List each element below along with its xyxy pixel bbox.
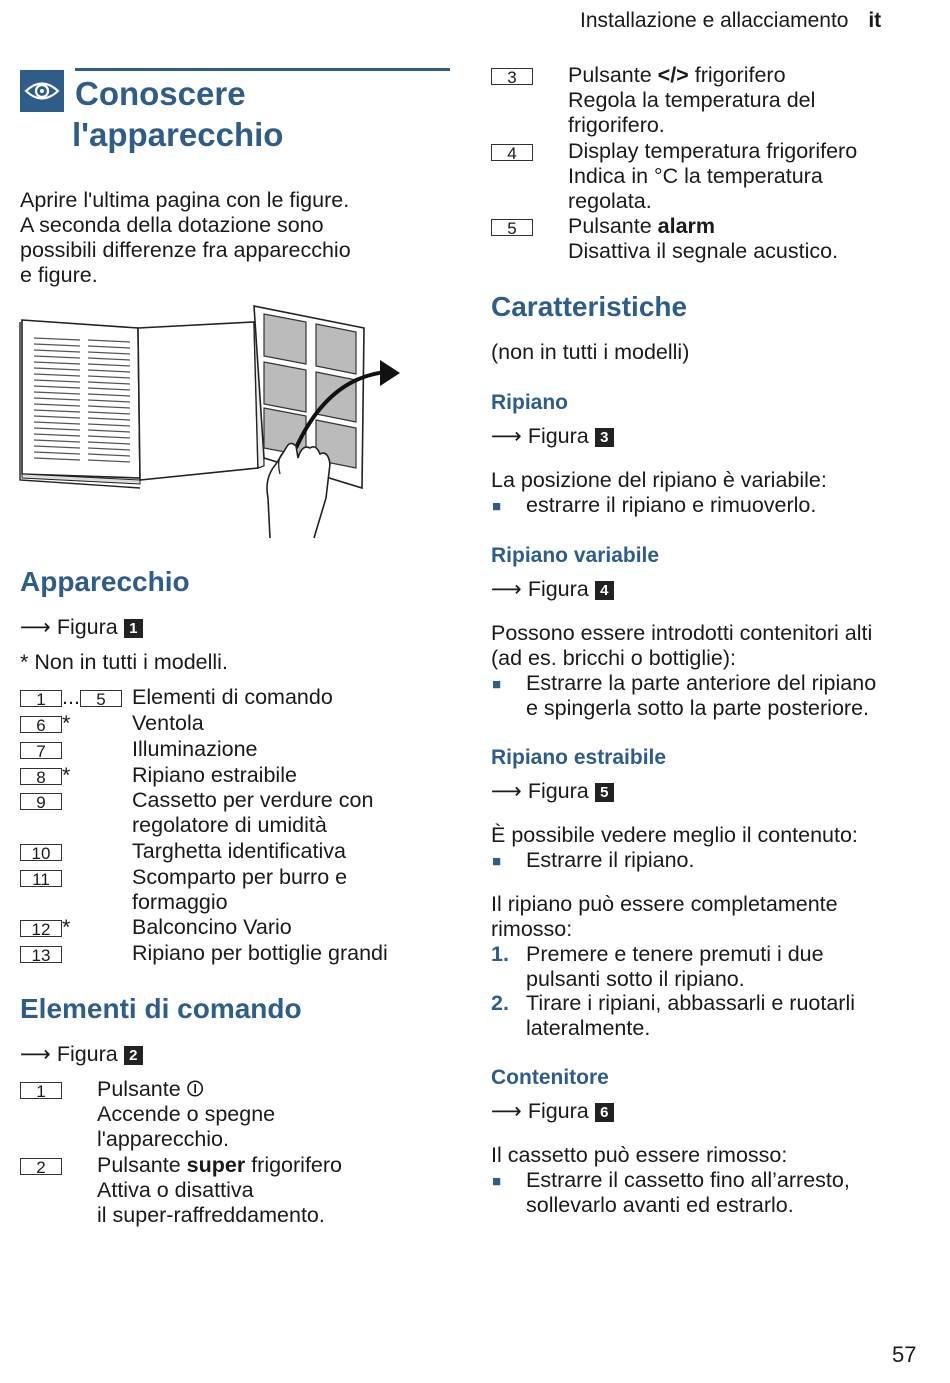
long-arrow-icon: ⟶ — [491, 779, 522, 803]
number-box: 8 — [20, 768, 62, 785]
number-box: 2 — [20, 1158, 62, 1175]
ripiano-variabile-text: Possono essere introdotti contenitori alti (ad es. bricchi o bottiglie): — [491, 621, 873, 670]
number-box: 12 — [20, 920, 62, 937]
step-number: 1. — [491, 942, 509, 966]
number-box: 11 — [20, 870, 62, 887]
number-box: 10 — [20, 844, 62, 861]
contenitore-figure-ref: ⟶ Figura 6 — [491, 1099, 614, 1124]
elementi-list-left — [20, 1077, 450, 1237]
long-arrow-icon: ⟶ — [491, 424, 522, 448]
list-item — [491, 139, 533, 164]
intro-text: Aprire l'ultima pagina con le figure. A seconda della dotazione sono possibili differenze fra apparecchio e figure. — [20, 188, 351, 287]
number-box: 4 — [491, 144, 533, 161]
list-item — [20, 1077, 62, 1102]
number-box: 13 — [20, 946, 62, 963]
list-item: 6 * — [20, 711, 70, 736]
bullet-square-icon: ■ — [492, 853, 502, 870]
figure-number-badge: 2 — [124, 1046, 143, 1065]
number-box: 6 — [20, 716, 62, 733]
book-illustration — [18, 298, 408, 543]
bullet-square-icon: ■ — [492, 498, 502, 515]
list-item-label: Ripiano estraibile — [132, 763, 297, 787]
section-elementi-title: Elementi di comando — [20, 993, 302, 1024]
list-item — [491, 214, 533, 239]
number-box: 7 — [20, 742, 62, 759]
figure-number-badge: 6 — [595, 1103, 614, 1122]
list-item-label: Pulsante ⏼ Accende o spegne l'apparecchio. — [97, 1077, 276, 1151]
list-item-label: Pulsante </> frigorifero Regola la temperatura del frigorifero. — [568, 63, 816, 137]
figure-number-badge: 4 — [595, 581, 614, 600]
elementi-list-right — [491, 63, 931, 273]
bullet-square-icon: ■ — [492, 1173, 502, 1190]
section-apparecchio-title: Apparecchio — [20, 566, 190, 597]
list-item-label: Ventola — [132, 711, 204, 735]
list-item-label: Cassetto per verdure con regolatore di umidità — [132, 788, 374, 837]
list-item-label: Elementi di comando — [132, 685, 333, 709]
figure-number-badge: 1 — [124, 619, 143, 638]
figure-number-badge: 3 — [595, 428, 614, 447]
ripiano-title: Ripiano — [491, 391, 568, 414]
list-item-label: Scomparto per burro e formaggio — [132, 865, 348, 914]
list-item-label: Balconcino Vario — [132, 915, 292, 939]
list-item-label: Pulsante super frigorifero Attiva o disattiva il super-raffreddamento. — [97, 1153, 343, 1227]
number-box: 3 — [491, 68, 533, 85]
bullet-square-icon: ■ — [492, 676, 502, 693]
ripiano-estraibile-bullet: Estrarre il ripiano. — [526, 848, 695, 872]
ripiano-variabile-figure-ref: ⟶ Figura 4 — [491, 577, 614, 602]
ripiano-estraibile-text: È possibile vedere meglio il contenuto: — [491, 823, 858, 847]
list-item — [20, 839, 62, 864]
apparecchio-figure-ref: ⟶ Figura 1 — [20, 615, 143, 640]
long-arrow-icon: ⟶ — [491, 577, 522, 601]
header-section: Installazione e allacciamento — [580, 9, 849, 32]
number-box: 5 — [80, 690, 122, 707]
apparecchio-note: * Non in tutti i modelli. — [20, 650, 228, 674]
number-box: 5 — [491, 219, 533, 236]
power-icon: ⏼ — [186, 1077, 204, 1101]
title-rule — [75, 68, 450, 71]
section-caratteristiche-title: Caratteristiche — [491, 291, 688, 322]
number-box: 1 — [20, 690, 62, 707]
contenitore-bullet: Estrarre il cassetto fino all’arresto, sollevarlo avanti ed estrarlo. — [526, 1168, 850, 1217]
ripiano-variabile-title: Ripiano variabile — [491, 544, 660, 567]
list-item — [20, 737, 62, 762]
list-item — [491, 63, 533, 88]
list-item — [20, 941, 62, 966]
step-text: Premere e tenere premuti i due pulsanti sotto il ripiano. — [526, 942, 824, 991]
ripiano-estraibile-figure-ref: ⟶ Figura 5 — [491, 779, 614, 804]
list-item — [20, 1153, 62, 1178]
number-box: 1 — [20, 1082, 62, 1099]
elementi-figure-ref: ⟶ Figura 2 — [20, 1042, 143, 1067]
list-item — [20, 788, 62, 813]
caratteristiche-subtitle: (non in tutti i modelli) — [491, 340, 690, 364]
list-item: 8 * — [20, 763, 70, 788]
header-lang: it — [868, 9, 882, 32]
ripiano-estraibile-title: Ripiano estraibile — [491, 746, 667, 769]
long-arrow-icon: ⟶ — [491, 1099, 522, 1123]
list-item-label: Illuminazione — [132, 737, 258, 761]
list-item-label: Targhetta identificativa — [132, 839, 346, 863]
page-number: 57 — [892, 1342, 917, 1367]
list-item-label: Display temperatura frigorifero Indica in °C la temperatura regolata. — [568, 139, 858, 213]
contenitore-title: Contenitore — [491, 1066, 609, 1089]
step-text: Tirare i ripiani, abbassarli e ruotarli lateralmente. — [526, 991, 855, 1040]
page-title: Conoscere — [75, 75, 246, 112]
running-header — [580, 8, 881, 33]
ripiano-variabile-bullet: Estrarre la parte anteriore del ripiano e spingerla sotto la parte posteriore. — [526, 671, 877, 720]
list-item: 1 ... 5 — [20, 685, 122, 710]
ripiano-estraibile-text2: Il ripiano può essere completamente rimosso: — [491, 892, 838, 941]
number-box: 9 — [20, 793, 62, 810]
apparecchio-list — [20, 685, 450, 975]
eye-icon — [20, 70, 64, 112]
long-arrow-icon: ⟶ — [20, 615, 51, 639]
ripiano-bullet: estrarre il ripiano e rimuoverlo. — [526, 493, 817, 517]
list-item-label: Pulsante alarm Disattiva il segnale acustico. — [568, 214, 839, 263]
contenitore-text: Il cassetto può essere rimosso: — [491, 1143, 788, 1167]
page-title-line2: l'apparecchio — [72, 116, 284, 153]
figure-number-badge: 5 — [595, 783, 614, 802]
ripiano-text: La posizione del ripiano è variabile: — [491, 468, 827, 492]
long-arrow-icon: ⟶ — [20, 1042, 51, 1066]
list-item — [20, 865, 62, 890]
list-item: 12 * — [20, 915, 70, 940]
list-item-label: Ripiano per bottiglie grandi — [132, 941, 388, 965]
ripiano-figure-ref: ⟶ Figura 3 — [491, 424, 614, 449]
step-number: 2. — [491, 991, 509, 1015]
